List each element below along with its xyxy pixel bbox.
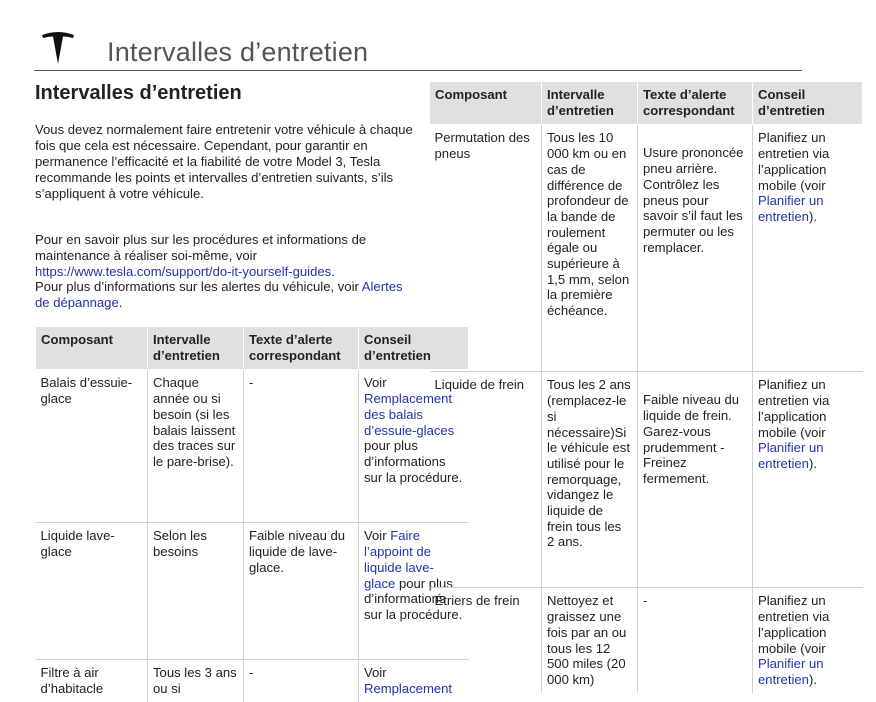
table-row bbox=[430, 588, 863, 693]
title-divider bbox=[34, 70, 802, 71]
table-header-row bbox=[430, 82, 863, 125]
diy-guides-link[interactable]: https://www.tesla.com/support/do-it-yourself-guides bbox=[35, 264, 332, 279]
wiper-blades-link[interactable]: Remplacement des balais d’essuie-glaces bbox=[364, 391, 455, 438]
table-row bbox=[36, 370, 469, 523]
alerts-paragraph bbox=[35, 279, 413, 311]
advice-text: Planifiez un entretien via l’application mobile (voir bbox=[758, 593, 830, 656]
table-row bbox=[430, 372, 863, 588]
alerts-end: . bbox=[118, 295, 123, 310]
cell-component: Balais d’essuie-glace bbox=[36, 370, 148, 523]
table-row bbox=[430, 125, 863, 372]
alerts-text: Pour plus d’informations sur les alertes du véhicule, voir bbox=[35, 279, 362, 294]
header-alert-text: Texte d’alerte correspondant bbox=[244, 327, 359, 370]
header-alert-text: Texte d’alerte correspondant bbox=[638, 82, 753, 125]
cell-advice bbox=[753, 372, 863, 588]
advice-text: pour plus d’informations sur la procédure. bbox=[364, 438, 463, 485]
advice-text: Voir bbox=[364, 375, 387, 391]
header-advice: Conseil d’entretien bbox=[753, 82, 863, 125]
header-component: Composant bbox=[36, 327, 148, 370]
cell-component: Liquide lave-glace bbox=[36, 523, 148, 660]
advice-text: ). bbox=[808, 455, 817, 471]
header-interval: Intervalle d’entretien bbox=[542, 82, 638, 125]
cell-advice bbox=[753, 588, 863, 693]
cell-advice bbox=[753, 125, 863, 372]
schedule-service-link[interactable]: Planifier un entretien bbox=[758, 440, 824, 471]
intro-paragraph: Vous devez normalement faire entretenir votre véhicule à chaque fois que cela est nécessaire. Cependant, pour garantir en permanence l’efficacité et la fiabilité de votre Model 3, Tesla recommande les points et intervalles d’entretien suivants, s’ils s’appliquent à votre véhicule. bbox=[35, 122, 413, 201]
cell-component: Permutation des pneus bbox=[430, 125, 542, 372]
advice-text: Planifiez un entretien via l’application mobile (voir bbox=[758, 130, 830, 193]
cell-alert: - bbox=[244, 660, 359, 702]
header-component: Composant bbox=[430, 82, 542, 125]
advice-text: Voir bbox=[364, 528, 391, 544]
advice-text: pour plus d’informations sur la procédure. bbox=[364, 575, 463, 622]
cell-interval: Nettoyez et graissez une fois par an ou tous les 12 500 miles (20 000 km) bbox=[542, 588, 638, 693]
header-advice: Conseil d’entretien bbox=[359, 327, 469, 370]
advice-text: ). bbox=[808, 208, 817, 224]
cell-interval: Tous les 3 ans ou si bbox=[148, 660, 244, 702]
cell-interval: Tous les 2 ans (remplacez-le si nécessaire)Si le véhicule est utilisé pour le remorquage, vidangez le liquide de frein tous les 2 ans. bbox=[542, 372, 638, 588]
diy-guides-paragraph bbox=[35, 232, 413, 280]
tesla-logo-icon bbox=[40, 30, 76, 66]
header-interval: Intervalle d’entretien bbox=[148, 327, 244, 370]
cell-component: Filtre à air d’habitacle bbox=[36, 660, 148, 702]
advice-text: Planifiez un entretien via l’application mobile (voir bbox=[758, 377, 830, 440]
cell-component: Étriers de frein bbox=[430, 588, 542, 693]
table-row bbox=[36, 523, 469, 660]
cell-alert: - bbox=[638, 588, 753, 693]
page-title: Intervalles d’entretien bbox=[107, 37, 369, 67]
maintenance-table-left bbox=[35, 326, 469, 702]
cell-alert: Usure prononcée pneu arrière. Contrôlez les pneus pour savoir s’il faut les permuter ou les remplacer. bbox=[638, 125, 753, 372]
cell-alert: - bbox=[244, 370, 359, 523]
diy-guides-end: . bbox=[331, 264, 335, 279]
cabin-filter-link[interactable]: Remplacement bbox=[364, 681, 453, 697]
schedule-service-link[interactable]: Planifier un entretien bbox=[758, 656, 824, 687]
schedule-service-link[interactable]: Planifier un entretien bbox=[758, 193, 824, 224]
cell-alert: Faible niveau du liquide de frein. Garez-vous prudemment - Freinez fermement. bbox=[638, 372, 753, 588]
cell-interval: Chaque année ou si besoin (si les balais laissent des traces sur le pare-brise). bbox=[148, 370, 244, 523]
table-header-row bbox=[36, 327, 469, 370]
cell-interval: Tous les 10 000 km ou en cas de différence de profondeur de la bande de roulement égale ou supérieure à 1,5 mm, selon la première échéance. bbox=[542, 125, 638, 372]
advice-text: Voir bbox=[364, 665, 387, 681]
table-row bbox=[36, 660, 469, 702]
troubleshooting-alerts-link[interactable]: Alertes de dépannage bbox=[35, 279, 403, 310]
cell-alert: Faible niveau du liquide de lave-glace. bbox=[244, 523, 359, 660]
diy-guides-text: Pour en savoir plus sur les procédures et informations de maintenance à réaliser soi-même, voir bbox=[35, 232, 367, 263]
advice-text: ). bbox=[808, 671, 817, 687]
cell-component: Liquide de frein bbox=[430, 372, 542, 588]
washer-fluid-link[interactable]: Faire l’appoint de liquide lave-glace bbox=[364, 528, 434, 591]
cell-interval: Selon les besoins bbox=[148, 523, 244, 660]
section-heading: Intervalles d’entretien bbox=[35, 82, 242, 104]
maintenance-table-right bbox=[429, 81, 863, 693]
